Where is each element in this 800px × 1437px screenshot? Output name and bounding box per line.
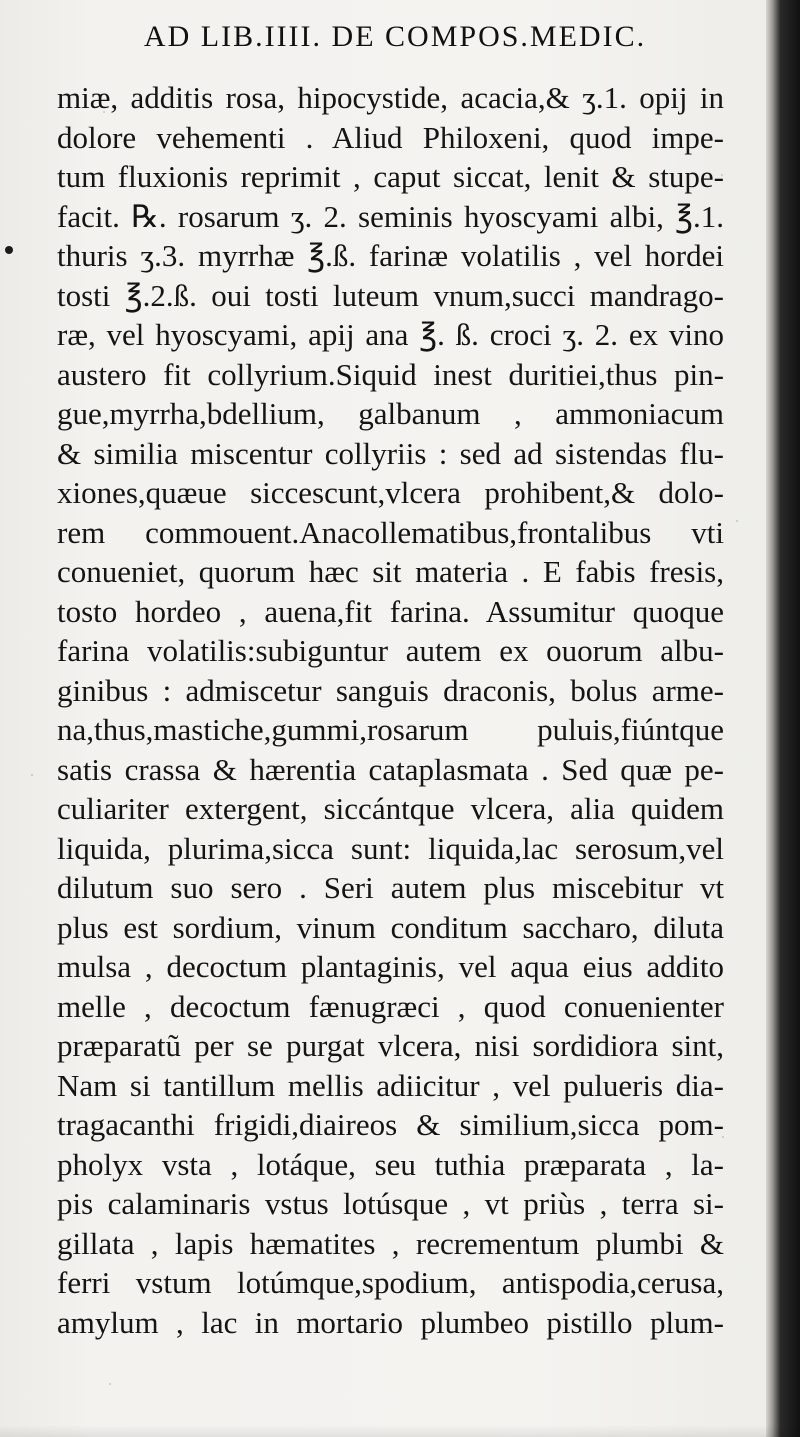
text-line: melle , decoctum fænugræci , quod conuenienter <box>57 988 724 1024</box>
paper-speck <box>722 1136 724 1138</box>
text-line: præparatũ per se purgat vlcera, nisi sordidiora sint, <box>57 1028 724 1063</box>
text-line: mulsa , decoctum plantaginis, vel aqua eius addito <box>57 949 724 984</box>
text-line: conueniet, quorum hæc sit materia . E fabis fresis, <box>57 554 724 589</box>
text-line: culiariter extergent, siccántque vlcera, alia quidem <box>57 791 724 826</box>
paper-speck <box>103 111 105 113</box>
text-line: tum fluxionis reprimit , caput siccat, lenit & stupe- <box>57 159 724 194</box>
margin-mark <box>5 246 13 254</box>
binding-edge <box>766 0 800 1437</box>
text-line: facit. ℞. rosarum ʒ. 2. seminis hyoscyami albi, ℥.1. <box>57 198 724 234</box>
text-line: ferri vstum lotúmque,spodium, antispodia,cerusa, <box>57 1265 724 1300</box>
paper-speck <box>721 174 723 176</box>
text-line: satis crassa & hærentia cataplasmata . Sed quæ pe- <box>57 751 724 787</box>
text-line: miæ, additis rosa, hipocystide, acacia,& ʒ.1. opij in <box>57 80 724 115</box>
paper-speck <box>31 774 33 776</box>
text-line: liquida, plurima,sicca sunt: liquida,lac serosum,vel <box>57 830 724 866</box>
text-line: austero fit collyrium.Siquid inest duritiei,thus pin- <box>57 356 724 392</box>
running-header: AD LIB.IIII. DE COMPOS.MEDIC. <box>143 20 647 53</box>
main-text-block <box>57 78 724 1342</box>
text-line: rem commouent.Anacollematibus,frontalibus vti <box>57 514 724 550</box>
text-line: amylum , lac in mortario plumbeo pistillo plum- <box>57 1304 724 1340</box>
text-line: farina volatilis:subiguntur autem ex ouorum albu- <box>57 633 724 668</box>
text-line: thuris ʒ.3. myrrhæ ℥.ß. farinæ volatilis , vel hordei <box>57 238 724 273</box>
text-line: Nam si tantillum mellis adiicitur , vel pulueris dia- <box>57 1067 724 1103</box>
text-line: plus est sordium, vinum conditum saccharo, diluta <box>57 909 724 945</box>
text-line: pis calaminaris vstus lotúsque , vt priùs , terra si- <box>57 1186 724 1221</box>
paper-speck <box>736 520 738 522</box>
text-line: na,thus,mastiche,gummi,rosarum puluis,fiúntque <box>57 712 724 747</box>
text-line: tosto hordeo , auena,fit farina. Assumitur quoque <box>57 593 724 629</box>
text-line: gue,myrrha,bdellium, galbanum , ammoniacum <box>57 396 724 431</box>
text-line: ræ, vel hyoscyami, apij ana ℥. ß. croci ʒ. 2. ex vino <box>57 317 724 352</box>
paper-speck <box>109 1383 111 1385</box>
text-line: dolore vehementi . Aliud Philoxeni, quod impe- <box>57 119 724 155</box>
text-line: gillata , lapis hæmatites , recrementum plumbi & <box>57 1225 724 1261</box>
bottom-shadow <box>0 1425 800 1437</box>
text-line: dilutum suo sero . Seri autem plus miscebitur vt <box>57 870 724 905</box>
text-line: ginibus : admiscetur sanguis draconis, bolus arme- <box>57 672 724 708</box>
text-line: tosti ℥.2.ß. oui tosti luteum vnum,succi mandrago- <box>57 277 724 313</box>
text-line: & similia miscentur collyriis : sed ad sistendas flu- <box>57 435 724 471</box>
text-line: pholyx vsta , lotáque, seu tuthia præparata , la- <box>57 1146 724 1182</box>
text-line: tragacanthi frigidi,diaireos & similium,sicca pom- <box>57 1107 724 1142</box>
text-line: xiones,quæue siccescunt,vlcera prohibent,& dolo- <box>57 475 724 510</box>
